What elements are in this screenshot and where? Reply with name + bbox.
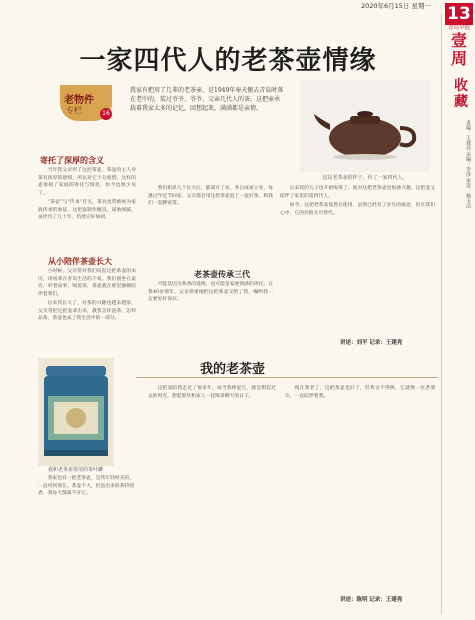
story2-divider [136,377,438,378]
brand-small: 青岛早报 [447,25,470,31]
story2-column-2 [148,385,276,605]
subheading-1: 寄托了深厚的含义 [40,155,104,165]
paragraph: 如今，这把老茶壶依然在使用，虽然已经有了岁月的痕迹，但在我们心中，它的价值无可替代。 [280,203,435,216]
left-column-2 [38,268,136,354]
subheading-2: 从小陪伴茶壶长大 [48,256,112,266]
story2-column-1 [38,475,134,605]
column-badge [60,85,112,135]
section-name: 收藏 [454,78,468,110]
story2-title: 我的老茶壶 [200,362,266,377]
paragraph: 后来我的儿子也开始喝茶了，他对这把老茶壶也很感兴趣，这把壶又陪伴了家里的第四代人。 [280,186,435,199]
paragraph: “茶壶”与“传承”有关，茶具也常被视为家族传承的象征。这把壶制作精良，质地细腻，虽经历了几十年，仍然完好如初。 [38,200,136,220]
tea-tin-photo [38,358,114,466]
badge-title: 老物件 [64,95,94,106]
middle-subheading: 老茶壶传承三代 [194,269,250,279]
badge-number: 16 [100,108,112,120]
paragraph: 我们姐弟几个长大后，都离开了家，各自成家立业，每逢过年过节回家，父亲都会用这把茶壶泡上一壶好茶，和我们一起聊家常。 [148,186,273,206]
paragraph: 后来我长大了，对茶的兴趣也越来越浓，父亲常把这把壶拿出来，教我怎样泡茶，怎样品茶，茶壶也成了我生活中的一部分。 [38,301,136,321]
byline-1: 讲述：刘平 记录：王建亮 [340,340,403,346]
right-column [280,185,435,325]
staff-credits: 责编：王建亮 美编：李莎 审读：杨玉洁 [465,120,471,209]
teapot-photo [300,80,430,172]
top-bar [0,0,475,13]
paragraph: 可能是因为茶香的延续，也可能是家族情感的寄托，在我40岁那年，父亲郑重地把这把茶壶交给了我，嘱咐我一定要好好保存。 [148,282,273,302]
brand-logo [445,25,473,68]
byline-2: 讲述：陈明 记录：王建亮 [340,597,403,603]
middle-column-bottom [148,281,273,351]
middle-column-top [148,185,273,267]
page-headline: 一家四代人的老茶壶情缘 [79,46,377,76]
tin-caption: 我和老茶壶常用的茶叶罐 [47,467,103,473]
left-column-1 [38,167,136,253]
badge-subtitle: 专栏 [66,106,82,115]
paragraph: 我家也有一把老茶壶，是我年轻时买的，一直用到现在。茶壶不大，但泡出来的茶特别香，我每天都离不开它。 [38,476,134,496]
paragraph: 这把壶陪我走过了很多年，每当我捧起它，就会想起过去的时光，想起那些和家人一起喝茶聊天的日子。 [148,386,276,399]
paragraph: 当年我父亲用了这把茶壶，茶壶的主人对茶有浓厚的感情，所以对它十分爱惜。这样的壶承载了家庭的寄托与情思，如今也很少见了。 [38,168,136,196]
story2-column-3 [285,385,435,585]
paragraph: 现在我老了，这把茶壶也旧了，但我舍不得换，它就像一位老朋友，一直陪伴着我。 [285,386,435,399]
page-number: 13 [445,3,473,25]
paragraph: 小时候，父亲常对我们说起这把茶壶的来历，讲祖辈在青岛生活的不易。我们围坐在桌旁，听着故事，喝着茶，茶壶就在那里静静陪伴着我们。 [38,269,136,297]
column-divider [441,14,442,614]
tea-tin-image [38,358,114,466]
brand-big: 壹周 [450,31,467,68]
teapot-caption: 这是老茶壶的样子，传了一家四代人。 [322,175,408,181]
issue-date: 2020年6月15日 星期一 [360,2,431,10]
intro-text: 我家有把用了几辈的老茶壶，是1949年奉天搬去青岛时落在老中的，装过爷爷、爷爷、父亲几代人的茶。这把壶承载着我家太多的记忆，回想起来，满满都是亲情。 [130,87,284,112]
teapot-image [300,80,430,172]
